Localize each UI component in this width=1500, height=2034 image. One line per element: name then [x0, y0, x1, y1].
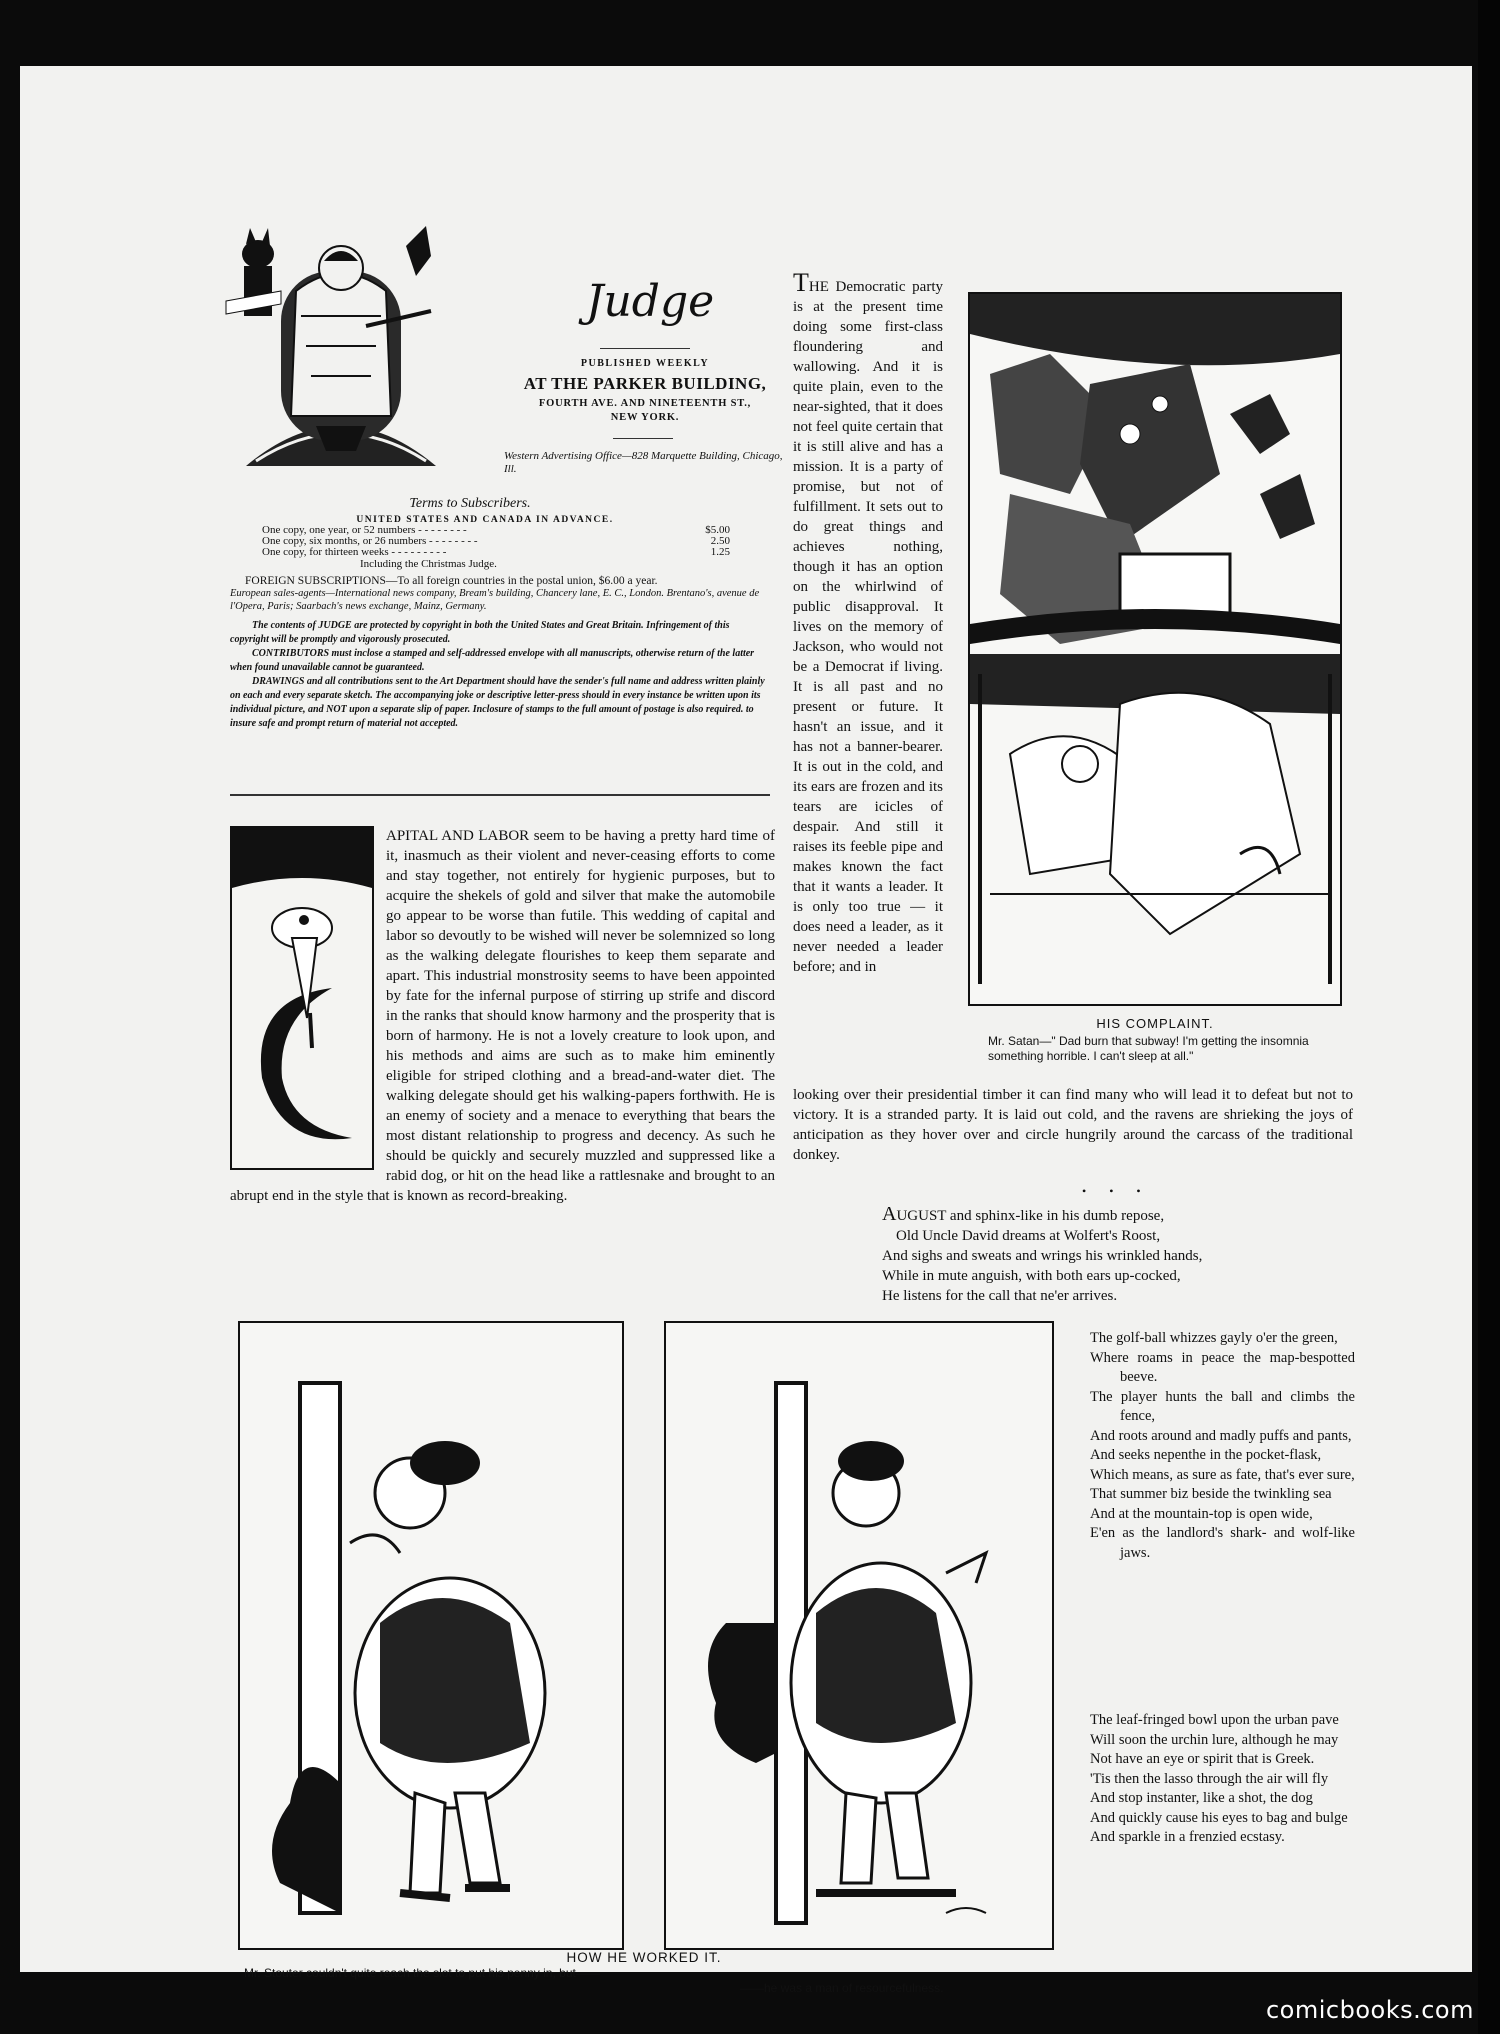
- stouter-drawing-left: [240, 1323, 622, 1948]
- poem-line: Old Uncle David dreams at Wolfert's Roost,: [896, 1228, 1161, 1244]
- price-label: One copy, six months, or 26 numbers - - - - - - - -: [262, 535, 478, 547]
- magazine-page: [20, 66, 1472, 1995]
- judge-logo: Judge: [585, 276, 715, 327]
- satan-cartoon-title: HIS COMPLAINT.: [1096, 1016, 1214, 1031]
- satan-cartoon-drawing: [970, 294, 1340, 1004]
- address-rule: [613, 438, 673, 439]
- poem-line: The player hunts the ball and climbs the fence,: [1090, 1388, 1355, 1424]
- masthead-bottom-rule: [230, 794, 770, 796]
- price-label: One copy, one year, or 52 numbers - - - - - - - -: [262, 524, 467, 536]
- terms-subtitle: UNITED STATES AND CANADA IN ADVANCE.: [356, 515, 614, 525]
- address-line: FOURTH AVE. AND NINETEENTH ST.,: [538, 398, 752, 409]
- poem-line-text: UGUST and sphinx-like in his dumb repose,: [896, 1208, 1165, 1224]
- foreign-subscriptions: FOREIGN SUBSCRIPTIONS—To all foreign countries in the postal union, $6.00 a year.: [245, 575, 658, 587]
- poem-line: Will soon the urchin lure, although he may: [1090, 1731, 1339, 1748]
- poem-line: The leaf-fringed bowl upon the urban pave: [1090, 1712, 1339, 1728]
- publisher-address: [500, 397, 790, 425]
- poem-line: E'en as the landlord's shark- and wolf-like jaws.: [1090, 1525, 1355, 1561]
- poem-line: He listens for the call that ne'er arrives.: [882, 1288, 1118, 1304]
- price-value: 2.50: [710, 535, 730, 547]
- stouter-panel-right: [664, 1321, 1054, 1950]
- price-value: $5.00: [705, 524, 730, 536]
- poem-line: And seeks nepenthe in the pocket-flask,: [1090, 1447, 1322, 1463]
- drop-cap-c-illustration: [230, 826, 374, 1170]
- drop-cap: A: [882, 1203, 897, 1225]
- page-edge-dark: [1478, 0, 1500, 2034]
- poem-line: And quickly cause his eyes to bag and bulge: [1090, 1809, 1348, 1826]
- including-christmas: Including the Christmas Judge.: [360, 558, 497, 570]
- poem-line: That summer biz beside the twinkling sea: [1090, 1486, 1332, 1502]
- capital-labor-text: APITAL AND LABOR seem to be having a pretty hard time of it, inasmuch as their violent and never-ceasing efforts to come and stay together, not entirely for hygienic purposes, but to acquire the shekels of gold and silver that make the automobile go appear to be worse than futile. This wedding of capital and labor so devoutly to be wished will never be solemnized so long as the walking delegate flourishes to keep them separate and apart. This industrial monstrosity seems to have been appointed by fate for the infernal purpose of stirring up strife and discord in the ranks that should know harmony and the prosperity that is born of harmony. He is not a lovely creature to look upon, and his methods and aims are such as to make him eminently eligible for striped clothing and a bread-and-water diet. The walking delegate should get his walking-papers forthwith. He is an enemy of society and a menace to everything that bears the most distant relationship to progress and decency. As such he should be quickly and securely muzzled and suppressed like a rabid dog, or hit on the head like a rattlesnake and brought to an abrupt end in the style that is known as record-breaking.: [230, 828, 775, 1204]
- poem-line: And roots around and madly puffs and pants,: [1090, 1427, 1352, 1444]
- democratic-text: HE Democratic party is at the present time doing some first-class floundering and wallowing. And it is quite plain, even to the near-sighted, that it does not feel quite certain that it is still alive and has a mission. It is a party of promise, but not of fulfillment. It sets out to do great things and achieves nothing, though it has an option on the whirlwind of public disapproval. It lives on the memory of Jackson, who would not be a Democrat if living. It is all past and no present or future. It hasn't an issue, and it has not a banner-bearer. It is out in the cold, and its ears are frozen and its tears are icicles of despair. And still it raises its feeble pipe and makes known the fact that it wants a leader. It is only too true — it does need a leader, as it never needed a leader before; and in: [793, 279, 943, 975]
- judge-masthead-illustration: [216, 216, 466, 481]
- august-poem: [882, 1204, 1362, 1306]
- address-line: NEW YORK.: [610, 412, 680, 423]
- poem-line: While in mute anguish, with both ears up-cocked,: [882, 1268, 1181, 1284]
- stouter-drawing-right: [666, 1323, 1052, 1948]
- poem-line: And sparkle in a frenzied ecstasy.: [1090, 1829, 1285, 1845]
- stouter-caption-left: Mr. Stouter couldn't quite reach the slot to put his penny in, but——: [244, 1966, 600, 1980]
- price-row: [262, 547, 730, 558]
- poem-line: And at the mountain-top is open wide,: [1090, 1505, 1313, 1522]
- poem-line: The golf-ball whizzes gayly o'er the green,: [1090, 1330, 1338, 1346]
- satan-cartoon-caption: Mr. Satan—" Dad burn that subway! I'm getting the insomnia something horrible. I can't sleep at all.": [988, 1034, 1309, 1063]
- price-label: One copy, for thirteen weeks - - - - - - - - -: [262, 546, 447, 558]
- drop-cap-c-drawing: [232, 828, 372, 1168]
- drop-cap: T: [793, 268, 809, 297]
- golf-poem: [1090, 1329, 1355, 1563]
- stouter-caption-right: ——he was a man of resourcefulness.: [740, 1981, 944, 1995]
- logo-rule: [600, 348, 690, 349]
- poem-line: Not have an eye or spirit that is Greek.: [1090, 1751, 1315, 1767]
- urchin-poem: [1090, 1711, 1355, 1848]
- watermark: comicbooks.com: [1265, 1996, 1474, 2024]
- stouter-panel-left: [238, 1321, 624, 1950]
- western-office: Western Advertising Office—828 Marquette Building, Chicago, Ill.: [504, 450, 783, 475]
- copyright-notice: The contents of JUDGE are protected by copyright in both the United States and Great Britain. Infringement of this copyright will be promptly and vigorously prosecuted.: [230, 620, 730, 645]
- poem-line: [882, 1204, 1362, 1226]
- price-value: 1.25: [710, 546, 730, 558]
- poem-line: And stop instanter, like a shot, the dog: [1090, 1790, 1313, 1806]
- sales-agents: European sales-agents—International news company, Bream's building, Chancery lane, E. C., London. Brentano's, avenue de l'Opera, Paris; Saarbach's news exchange, Mainz, Germany.: [230, 588, 760, 612]
- satan-cartoon: [968, 292, 1342, 1006]
- poem-line: Where roams in peace the map-bespotted beeve.: [1090, 1349, 1355, 1385]
- contributors-notice: CONTRIBUTORS must inclose a stamped and self-addressed envelope with all manuscripts, otherwise return of the latter when found unavailable cannot be guaranteed.: [230, 648, 755, 673]
- democratic-continued: looking over their presidential timber it can find many who will lead it to defeat but not to victory. It is a stranded party. It is laid out cold, and the ravens are shrieking the joys of anticipation as they hover over and circle hungrily around the carcass of the traditional donkey.: [793, 1087, 1353, 1163]
- terms-title: Terms to Subscribers.: [409, 496, 531, 511]
- poem-line: And sighs and sweats and wrings his wrinkled hands,: [882, 1248, 1203, 1264]
- poem-line: Which means, as sure as fate, that's ever sure,: [1090, 1466, 1355, 1483]
- stouter-cartoon-title: HOW HE WORKED IT.: [566, 1950, 722, 1965]
- drawings-notice: DRAWINGS and all contributions sent to the Art Department should have the sender's full name and address written plainly on each and every separate sketch. The accompanying joke or descriptive letter-press should in every instance be written upon its individual picture, and NOT upon a separate slip of paper. Inclosure of stamps to the full amount of postage is also required. to insure safe and prompt return of material not accepted.: [230, 676, 765, 729]
- democratic-article: [793, 268, 943, 977]
- subscription-terms: [230, 496, 770, 731]
- section-divider: • • •: [1082, 1184, 1151, 1198]
- published-weekly: PUBLISHED WEEKLY: [580, 358, 710, 369]
- poem-line: 'Tis then the lasso through the air will fly: [1090, 1770, 1329, 1787]
- notices: [230, 619, 770, 731]
- publisher-building: AT THE PARKER BUILDING,: [523, 374, 767, 393]
